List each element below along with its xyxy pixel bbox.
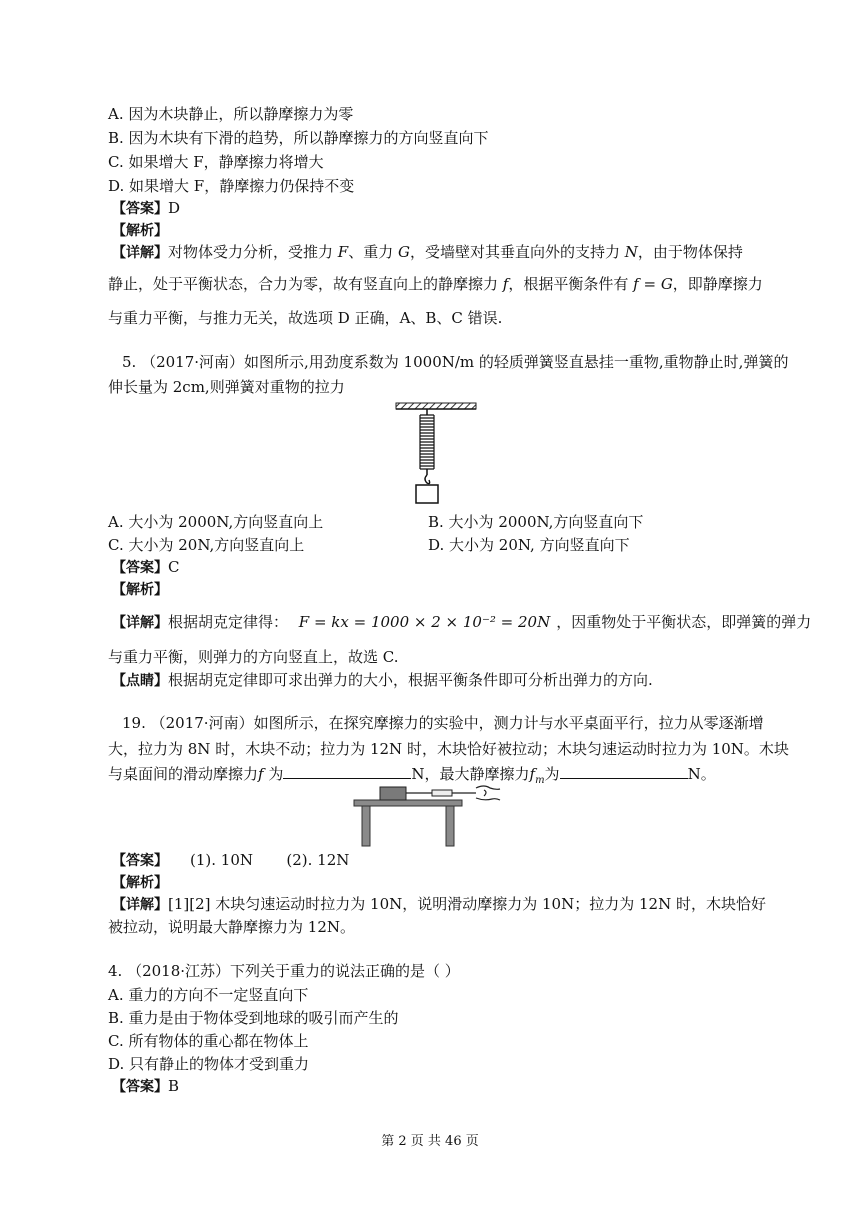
option-b: B. 因为木块有下滑的趋势，所以静摩擦力的方向竖直向下 [108,129,489,147]
q4-option-a: A. 重力的方向不一定竖直向下 [108,986,309,1004]
equation-f-g: f = G [633,275,673,293]
detail-text: [1][2] 木块匀速运动时拉力为 10N，说明滑动摩擦力为 10N；拉力为 12N 时，木块恰好 [168,895,766,913]
detail-text: ，由于物体保持 [637,243,743,261]
stem-text: 为 [544,765,560,783]
q4-option-b: B. 重力是由于物体受到地球的吸引而产生的 [108,1009,399,1027]
q19-analysis-label [112,872,168,893]
note-text: 根据胡克定律即可求出弹力的大小，根据平衡条件即可分析出弹力的方向. [168,671,653,689]
var-fm [529,765,545,786]
option-a: A. 因为木块静止，所以静摩擦力为零 [108,105,354,123]
answer-value: D [168,199,181,217]
detail-text: 对物体受力分析，受推力 [168,243,334,261]
detail-text: 根据胡克定律得： [168,613,289,631]
analysis-label [112,220,168,241]
note-label: 【点睛】 [112,673,168,689]
detail-label: 【详解】 [112,245,168,261]
page-footer: 第 2 页 共 46 页 [381,1134,479,1149]
answer-blank-1[interactable] [283,763,411,779]
var-f-lower: f [502,275,509,293]
q5-option-a: A. 大小为 2000N,方向竖直向上 [108,513,324,531]
detail-text: ，因重物处于平衡状态，即弹簧的弹力 [556,613,812,631]
q19-detail-line-1 [112,894,766,915]
detail-text: ，即静摩擦力 [672,275,763,293]
q5-stem-2: 伸长量为 2cm,则弹簧对重物的拉力 [108,378,345,396]
q5-answer-line [112,557,179,578]
q5-analysis-label [112,579,168,600]
var-n: N [624,243,638,261]
analysis-label-text: 【解析】 [112,875,168,891]
detail-label: 【详解】 [112,897,168,913]
answer-value: (1). 10N (2). 12N [190,851,350,869]
q5-detail-line-2: 与重力平衡，则弹力的方向竖直上，故选 C. [108,648,399,666]
answer-line [112,198,180,219]
q5-option-b: B. 大小为 2000N,方向竖直向下 [428,513,644,531]
detail-text: 静止，处于平衡状态，合力为零，故有竖直向上的静摩擦力 [108,275,499,293]
detail-label: 【详解】 [112,615,168,631]
detail-text: ，根据平衡条件有 [508,275,629,293]
answer-value: C [168,558,180,576]
answer-label: 【答案】 [112,1079,168,1095]
stem-text: N。 [687,765,716,783]
stem-text: N，最大静摩擦力 [411,765,530,783]
q4-option-d: D. 只有静止的物体才受到重力 [108,1055,310,1073]
q5-option-d: D. 大小为 20N, 方向竖直向下 [428,536,630,554]
detail-text: 、重力 [348,243,394,261]
friction-figure [352,784,508,848]
var-f-lower: f [258,765,264,783]
option-d: D. 如果增大 F，静摩擦力仍保持不变 [108,177,355,195]
q5-stem-1: 5. （2017·河南）如图所示,用劲度系数为 1000N/m 的轻质弹簧竖直悬挂一重物,重物静止时,弹簧的 [122,353,789,371]
hooke-formula: F = kx = 1000 × 2 × 10⁻² = 20N [298,613,551,631]
detail-line-1 [112,242,743,263]
fm-subscript: m [535,775,545,786]
var-g: G [398,243,410,261]
q19-answer-line [112,850,349,871]
fm-base: f [529,765,536,783]
q5-option-c: C. 大小为 20N,方向竖直向上 [108,536,305,554]
detail-text: ，受墙壁对其垂直向外的支持力 [410,243,621,261]
stem-text: 与桌面间的滑动摩擦力 [108,765,259,783]
q4-stem: 4. （2018·江苏）下列关于重力的说法正确的是（ ） [108,962,460,980]
answer-label: 【答案】 [112,560,168,576]
answer-value: B [168,1077,180,1095]
q19-stem-2: 大，拉力为 8N 时，木块不动；拉力为 12N 时，木块恰好被拉动；木块匀速运动时拉力为 10N。木块 [108,740,789,758]
detail-line-2 [108,274,763,294]
stem-text: 为 [263,765,284,783]
q19-detail-line-2: 被拉动，说明最大静摩擦力为 12N。 [108,918,355,936]
q4-answer-line [112,1076,179,1097]
q5-detail-line-1 [112,612,811,633]
answer-label: 【答案】 [112,201,168,217]
spring-figure [394,401,478,507]
analysis-label-text: 【解析】 [112,582,168,598]
q19-stem-1: 19. （2017·河南）如图所示，在探究摩擦力的实验中，测力计与水平桌面平行，拉力从零逐渐增 [122,714,764,732]
answer-blank-2[interactable] [560,763,688,779]
q5-note-line [112,670,653,691]
answer-label: 【答案】 [112,853,168,869]
detail-line-3: 与重力平衡，与推力无关，故选项 D 正确，A、B、C 错误. [108,309,503,327]
var-f-upper: F [337,243,349,261]
analysis-label-text: 【解析】 [112,223,168,239]
option-c: C. 如果增大 F，静摩擦力将增大 [108,153,324,171]
q4-option-c: C. 所有物体的重心都在物体上 [108,1032,309,1050]
